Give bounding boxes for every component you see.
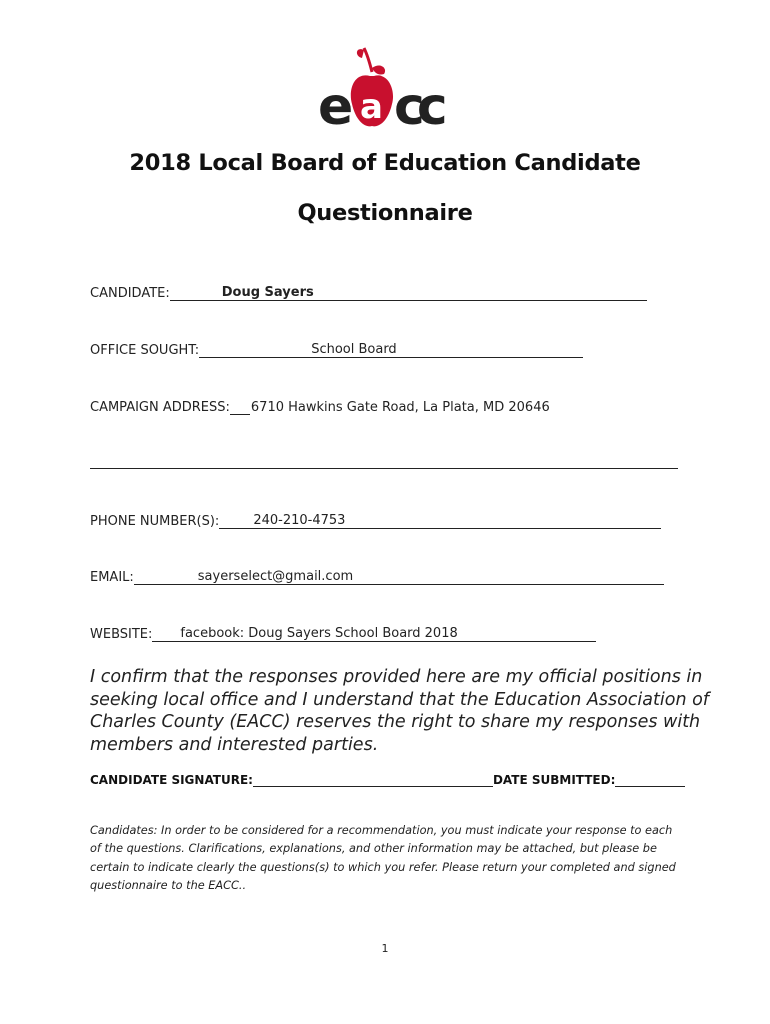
page-title-line2: Questionnaire: [297, 200, 473, 226]
signature-row[interactable]: [90, 773, 685, 787]
campaign-address-value: 6710 Hawkins Gate Road, La Plata, MD 20646: [250, 400, 550, 415]
date-submitted-line[interactable]: [615, 773, 685, 787]
eacc-logo: [312, 42, 462, 134]
svg-text:a: a: [360, 87, 383, 127]
phone-number-label: PHONE NUMBER(S):: [90, 514, 220, 529]
candidate-line-pre: [170, 286, 220, 301]
website-field[interactable]: [90, 627, 596, 642]
eacc-apple-logo: [312, 42, 462, 134]
email-label: EMAIL:: [90, 570, 134, 585]
page-number: 1: [381, 942, 389, 955]
office-sought-value: School Board: [311, 342, 397, 357]
website-line-post: [460, 627, 596, 642]
website-line-pre: [152, 627, 178, 642]
phone-line-post: [347, 514, 661, 529]
address-line-pre: [230, 400, 250, 415]
phone-number-value: 240-210-4753: [253, 513, 346, 528]
office-line-pre: [199, 343, 309, 358]
candidate-value: Doug Sayers: [221, 285, 314, 300]
date-submitted-label: DATE SUBMITTED:: [492, 773, 616, 787]
candidate-label: CANDIDATE:: [90, 286, 170, 301]
candidate-signature-label: CANDIDATE SIGNATURE:: [90, 773, 253, 787]
phone-number-field[interactable]: [90, 514, 661, 529]
confirmation-statement: I confirm that the responses provided here are my official positions in seeking local office and I understand that the Education Association of Charles County (EACC) reserves the right to share my responses with members and interested parties.: [90, 667, 709, 755]
email-value: sayerselect@gmail.com: [197, 569, 354, 584]
instructions-note: Candidates: In order to be considered for a recommendation, you must indicate your response to each of the questions. Clarifications, explanations, and other information may be attached, but please be certain to indicate clearly the questions(s) to which you refer. Please return your completed and signed questionnaire to the EACC..: [90, 824, 676, 893]
website-value: facebook: Doug Sayers School Board 2018: [180, 626, 458, 641]
address-continuation-line[interactable]: [90, 468, 678, 469]
website-label: WEBSITE:: [90, 627, 153, 642]
svg-text:e: e: [318, 77, 354, 134]
page-title-line1: 2018 Local Board of Education Candidate: [129, 150, 641, 176]
office-line-post: [399, 343, 583, 358]
candidate-field[interactable]: [90, 286, 647, 301]
phone-line-pre: [219, 514, 251, 529]
campaign-address-field[interactable]: [90, 400, 550, 415]
office-sought-field[interactable]: [90, 343, 583, 358]
office-sought-label: OFFICE SOUGHT:: [90, 343, 200, 358]
candidate-line-post: [316, 286, 647, 301]
email-field[interactable]: [90, 570, 664, 585]
candidate-signature-line[interactable]: [253, 773, 493, 787]
svg-text:cc: cc: [394, 77, 440, 134]
email-line-post: [355, 570, 664, 585]
email-line-pre: [134, 570, 196, 585]
campaign-address-label: CAMPAIGN ADDRESS:: [90, 400, 230, 415]
